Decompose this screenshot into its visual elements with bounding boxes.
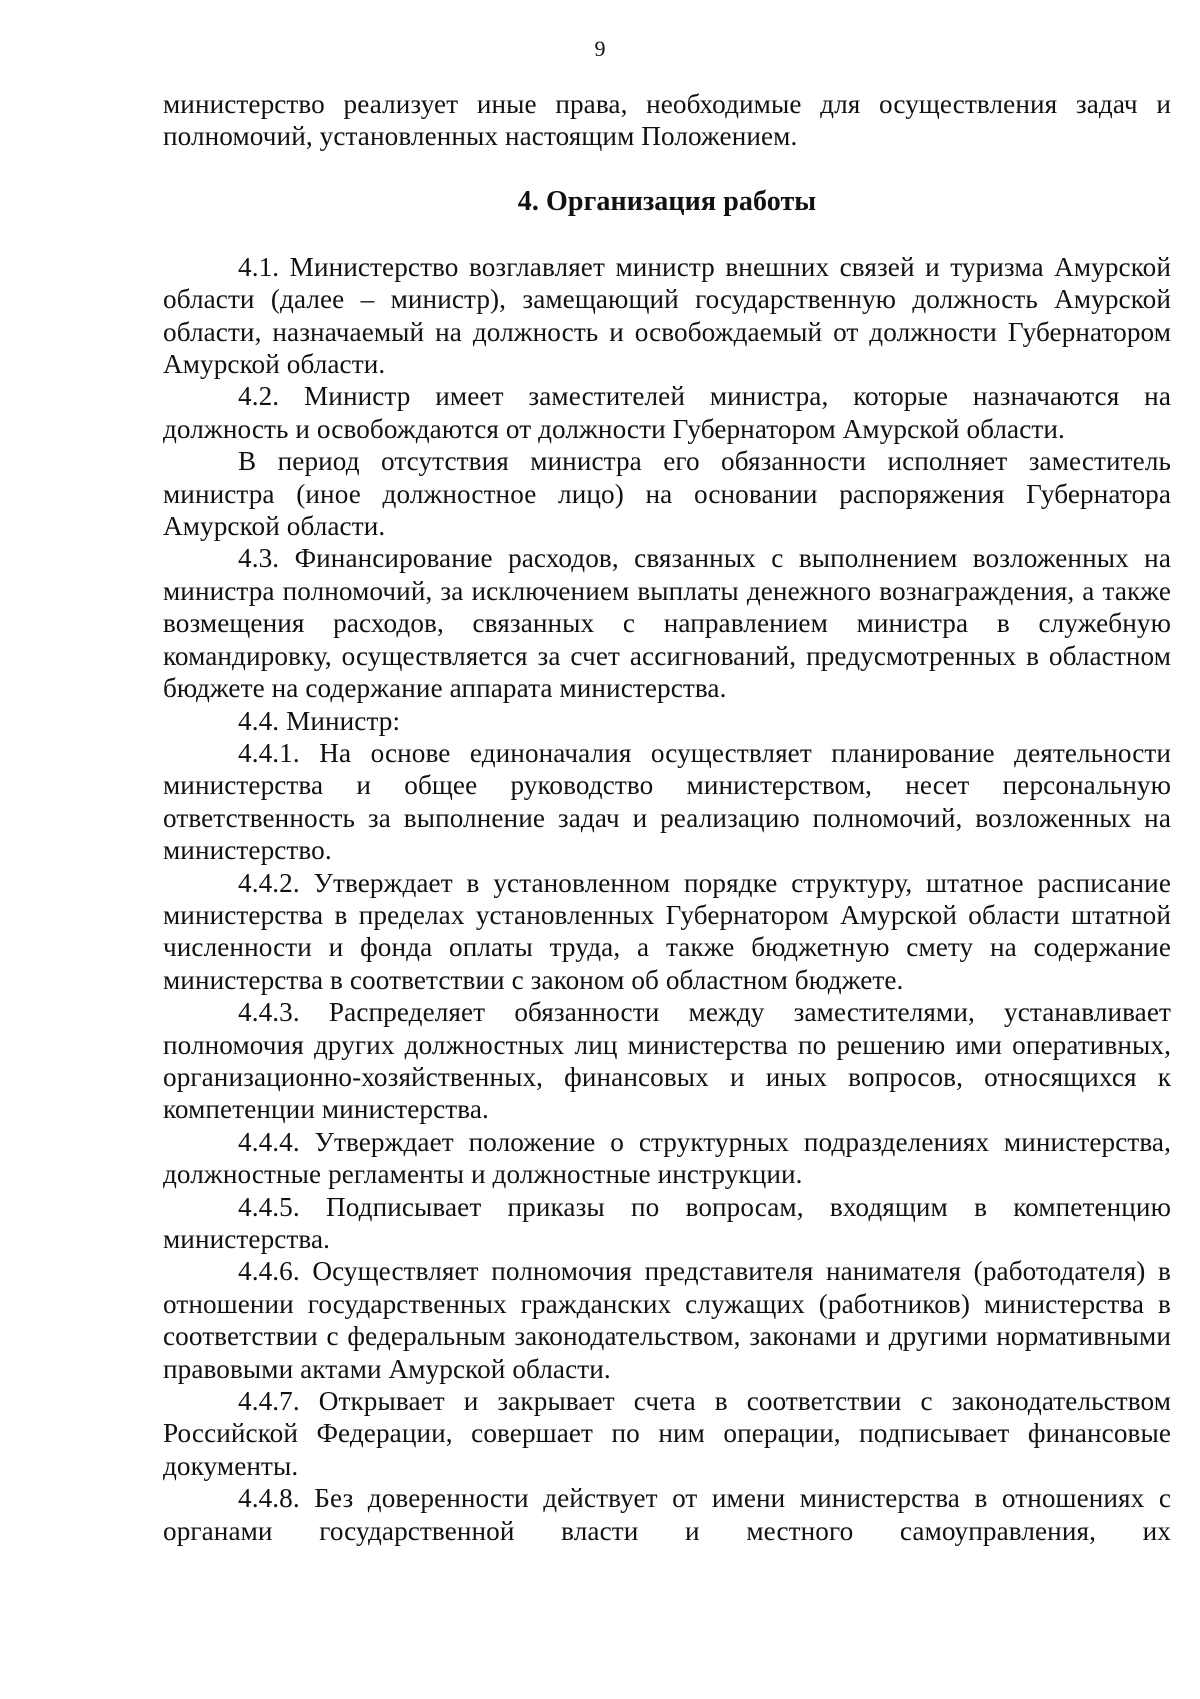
paragraph-4-1: 4.1. Министерство возглавляет министр внешних связей и туризма Амурской области (далее – министр), замещающий государственную должность Амурской области, назначаемый на должность и освобождаемый от должности Губернатором Амурской области. [163,251,1171,380]
paragraph-4-4-4: 4.4.4. Утверждает положение о структурных подразделениях министерства, должностные регламенты и должностные инструкции. [163,1126,1171,1190]
paragraph-4-4-3: 4.4.3. Распределяет обязанности между заместителями, устанавливает полномочия других должностных лиц министерства по решению ими оперативных, организационно-хозяйственных, финансовых и иных вопросов, относящихся к компетенции министерства. [163,997,1171,1125]
section-heading: 4. Организация работы [517,185,817,217]
page-number: 9 [594,36,606,61]
intro-paragraph: министерство реализует иные права, необходимые для осуществления задач и полномочий, установленных настоящим Положением. [163,89,1171,152]
paragraph-4-4: 4.4. Министр: [238,705,401,736]
document-body [163,88,1171,1547]
paragraph-4-4-8: 4.4.8. Без доверенности действует от имени министерства в отношениях с органами государственной власти и местного самоуправления, их [163,1483,1171,1546]
paragraph-4-2-absence: В период отсутствия министра его обязанности исполняет заместитель министра (иное должностное лицо) на основании распоряжения Губернатора Амурской области. [163,446,1171,542]
paragraph-4-4-2: 4.4.2. Утверждает в установленном порядке структуру, штатное расписание министерства в пределах установленных Губернатором Амурской области штатной численности и фонда оплаты труда, а также бюджетную смету на содержание министерства в соответствии с законом об областном бюджете. [163,867,1171,995]
paragraph-4-4-1: 4.4.1. На основе единоначалия осуществляет планирование деятельности министерства и общее руководство министерством, несет персональную ответственность за выполнение задач и реализацию полномочий, возложенных на министерство. [163,737,1171,866]
paragraph-4-2: 4.2. Министр имеет заместителей министра, которые назначаются на должность и освобождаются от должности Губернатором Амурской области. [163,381,1171,444]
paragraph-4-3: 4.3. Финансирование расходов, связанных с выполнением возложенных на министра полномочий, за исключением выплаты денежного вознаграждения, а также возмещения расходов, связанных с направлением министра в служебную командировку, осуществляется за счет ассигнований, предусмотренных в областном бюджете на содержание аппарата министерства. [163,543,1171,704]
paragraph-4-4-7: 4.4.7. Открывает и закрывает счета в соответствии с законодательством Российской Федерации, совершает по ним операции, подписывает финансовые документы. [163,1386,1171,1481]
paragraph-4-4-5: 4.4.5. Подписывает приказы по вопросам, входящим в компетенцию министерства. [163,1191,1171,1254]
paragraph-4-4-6: 4.4.6. Осуществляет полномочия представителя нанимателя (работодателя) в отношении государственных гражданских служащих (работников) министерства в соответствии с федеральным законодательством, законами и другими нормативными правовыми актами Амурской области. [163,1256,1171,1384]
